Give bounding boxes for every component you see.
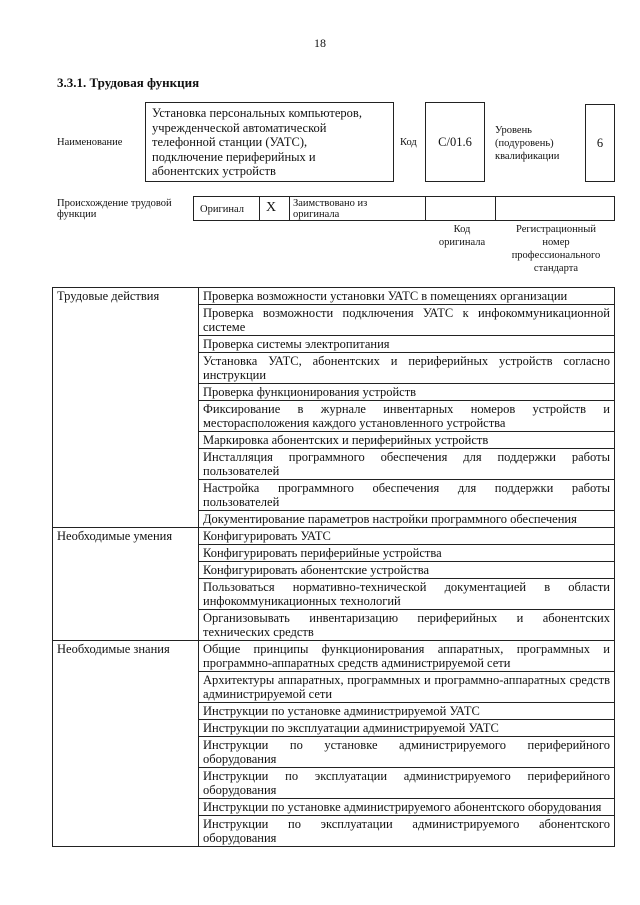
origin-label-line: функции <box>57 209 97 220</box>
table-item: Установка УАТС, абонентских и периферийных устройств согласно инструкции <box>199 353 615 384</box>
table-row <box>53 288 615 305</box>
function-name-line: Установка персональных компьютеров, <box>152 106 362 120</box>
borrowed-label-line: Заимствовано из <box>293 198 368 209</box>
code-caption-line: оригинала <box>438 237 486 248</box>
page-number: 18 <box>314 36 326 50</box>
reg-caption-line: стандарта <box>533 263 579 274</box>
table-item: Фиксирование в журнале инвентарных номеров устройств и месторасположения каждого установленного устройства <box>199 401 615 432</box>
borrowed-cell <box>290 197 426 220</box>
table-item: Архитектуры аппаратных, программных и программно-аппаратных средств администрируемой сети <box>199 672 615 703</box>
table-item: Конфигурировать абонентские устройства <box>199 562 615 579</box>
table-item: Инструкции по эксплуатации администрируемой УАТС <box>199 720 615 737</box>
table-item: Маркировка абонентских и периферийных устройств <box>199 432 615 449</box>
table-item: Конфигурировать УАТС <box>199 528 615 545</box>
level-label-line: (подуровень) <box>495 138 554 149</box>
code-value-box <box>425 102 485 182</box>
section-title: 3.3.1. Трудовая функция <box>57 75 200 90</box>
table-item: Инструкции по установке администрируемого абонентского оборудования <box>199 799 615 816</box>
function-details-table <box>52 287 615 847</box>
borrowed-label <box>293 198 367 220</box>
origin-code-cell <box>426 197 496 220</box>
table-item: Инструкции по эксплуатации администрируемого абонентского оборудования <box>199 816 615 847</box>
table-item: Инсталляция программного обеспечения для поддержки работы пользователей <box>199 449 615 480</box>
function-name-line: подключение периферийных и <box>152 149 316 164</box>
table-item: Инструкции по эксплуатации администрируемого периферийного оборудования <box>199 768 615 799</box>
level-label-line: квалификации <box>495 151 560 162</box>
function-name-box <box>145 102 394 182</box>
origin-code-caption <box>432 223 492 249</box>
original-mark-cell <box>260 197 290 220</box>
reg-number-caption <box>500 223 612 275</box>
reg-caption-line: номер <box>542 237 570 248</box>
origin-label-line: Происхождение трудовой <box>57 198 172 209</box>
function-name-line: телефонной станции (УАТС), <box>152 135 308 149</box>
table-item: Документирование параметров настройки программного обеспечения <box>199 511 615 528</box>
level-value-box <box>585 104 615 182</box>
table-item: Организовывать инвентаризацию периферийных и абонентских технических средств <box>199 610 615 641</box>
table-item: Конфигурировать периферийные устройства <box>199 545 615 562</box>
level-value: 6 <box>596 135 604 150</box>
code-value: C/01.6 <box>438 134 472 149</box>
table-item: Проверка системы электропитания <box>199 336 615 353</box>
reg-caption-line: Регистрационный <box>516 224 596 235</box>
level-label <box>495 124 559 163</box>
borrowed-label-line: оригинала <box>293 209 340 220</box>
table-item: Проверка возможности установки УАТС в помещениях организации <box>199 288 615 305</box>
original-cell <box>194 197 260 220</box>
reg-caption-line: профессионального <box>511 250 601 261</box>
category-required-skills: Необходимые умения <box>53 528 199 641</box>
function-name-line: абонентских устройств <box>152 164 276 178</box>
category-required-knowledge: Необходимые знания <box>53 641 199 847</box>
origin-label <box>57 198 172 220</box>
level-label-line: Уровень <box>495 125 532 136</box>
table-row <box>53 528 615 545</box>
table-item: Общие принципы функционирования аппаратных, программных и программно-аппаратных средств администрируемой сети <box>199 641 615 672</box>
original-label: Оригинал <box>200 204 244 215</box>
code-label: Код <box>400 137 417 148</box>
origin-reg-cell <box>496 197 614 220</box>
category-labor-actions: Трудовые действия <box>53 288 199 528</box>
origin-row <box>193 196 615 221</box>
function-name-line: учрежденческой автоматической <box>152 120 327 135</box>
table-item: Проверка функционирования устройств <box>199 384 615 401</box>
table-item: Инструкции по установке администрируемого периферийного оборудования <box>199 737 615 768</box>
table-item: Пользоваться нормативно-технической документацией в области инфокоммуникационных технологий <box>199 579 615 610</box>
name-label: Наименование <box>57 137 123 148</box>
table-item: Проверка возможности подключения УАТС к инфокоммуникационной системе <box>199 305 615 336</box>
code-caption-line: Код <box>453 224 471 235</box>
table-row <box>53 641 615 672</box>
table-item: Инструкции по установке администрируемой УАТС <box>199 703 615 720</box>
table-item: Настройка программного обеспечения для поддержки работы пользователей <box>199 480 615 511</box>
original-mark: X <box>266 200 277 215</box>
